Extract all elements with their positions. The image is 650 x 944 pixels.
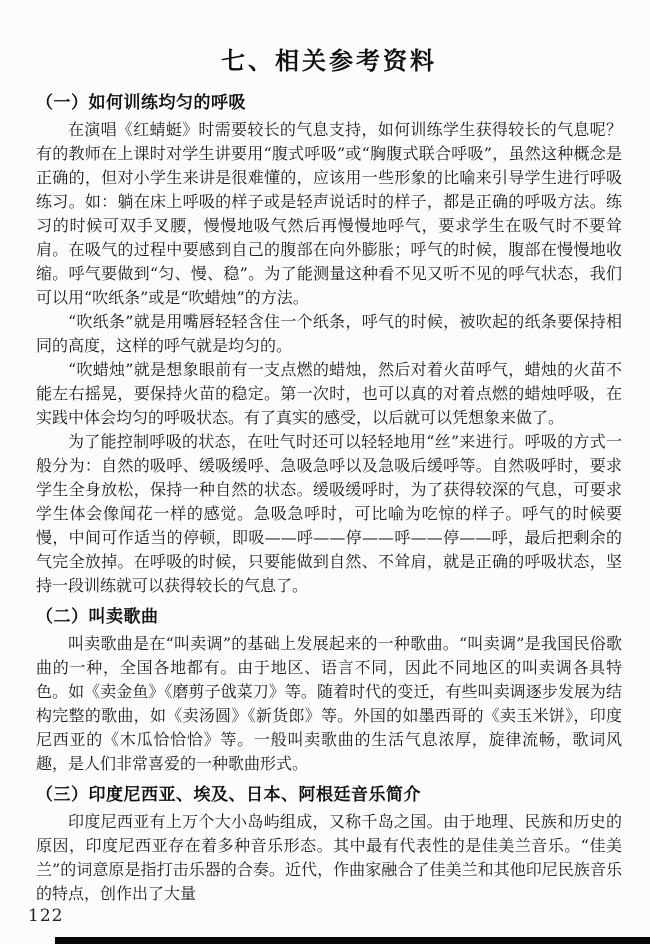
section-vendor-songs bbox=[36, 604, 622, 776]
paragraph: 印度尼西亚有上万个大小岛屿组成，又称千岛之国。由于地理、民族和历史的原因，印度尼西亚存在着多种音乐形态。其中最有代表性的是佳美兰音乐。“佳美兰”的词意原是指打击乐器的合奏。近代，作曲家融合了佳美兰和其他印尼民族音乐的特点，创作出了大量 bbox=[36, 812, 622, 903]
section-world-music-intro bbox=[36, 782, 622, 906]
paragraph: “吹纸条”就是用嘴唇轻轻含住一个纸条，呼气的时候，被吹起的纸条要保持相同的高度，这样的呼气就是均匀的。 bbox=[36, 312, 622, 355]
paragraph: 在演唱《红蜻蜓》时需要较长的气息支持，如何训练学生获得较长的气息呢？有的教师在上课时对学生讲要用“腹式呼吸”或“胸腹式联合呼吸”，虽然这种概念是正确的，但对小学生来讲是很难懂的，应该用一些形象的比喻来引导学生进行呼吸练习。如：躺在床上呼吸的样子或是轻声说话时的样子，都是正确的呼吸方法。练习的时候可双手叉腰，慢慢地吸气然后再慢慢地呼气，要求学生在吸气时不要耸肩。在吸气的过程中要感到自己的腹部在向外膨胀；呼气的时候，腹部在慢慢地收缩。呼气要做到“匀、慢、稳”。为了能测量这种看不见又听不见的呼气状态，我们可以用“吹纸条”或是“吹蜡烛”的方法。 bbox=[36, 120, 622, 307]
section-breathing-training bbox=[36, 90, 622, 598]
page-title: 七、相关参考资料 bbox=[221, 47, 437, 75]
section-heading-2: （二）叫卖歌曲 bbox=[36, 607, 159, 627]
scan-artifact-bar bbox=[55, 937, 650, 944]
section-heading-3: （三）印度尼西亚、埃及、日本、阿根廷音乐简介 bbox=[36, 785, 421, 805]
paragraph: “吹蜡烛”就是想象眼前有一支点燃的蜡烛，然后对着火苗呼气，蜡烛的火苗不能左右摇晃，要保持火苗的稳定。第一次时，也可以真的对着点燃的蜡烛呼吸，在实践中体会均匀的呼吸状态。有了真实的感受，以后就可以凭想象来做了。 bbox=[36, 360, 622, 427]
page-number: 122 bbox=[28, 906, 64, 926]
section-heading-1: （一）如何训练均匀的呼吸 bbox=[36, 93, 246, 113]
paragraph: 为了能控制呼吸的状态，在吐气时还可以轻轻地用“丝”来进行。呼吸的方式一般分为：自然的吸呼、缓吸缓呼、急吸急呼以及急吸后缓呼等。自然吸呼时，要求学生全身放松，保持一种自然的状态。缓吸缓呼时，为了获得较深的气息，可要求学生体会像闻花一样的感觉。急吸急呼时，可比喻为吃惊的样子。呼气的时候要慢，中间可作适当的停顿，即吸——呼——停——呼——停——呼，最后把剩余的气完全放掉。在呼吸的时候，只要能做到自然、不耸肩，就是正确的呼吸状态，坚持一段训练就可以获得较长的气息了。 bbox=[36, 432, 622, 595]
paragraph: 叫卖歌曲是在“叫卖调”的基础上发展起来的一种歌曲。“叫卖调”是我国民俗歌曲的一种，全国各地都有。由于地区、语言不同，因此不同地区的叫卖调各具特色。如《卖金鱼》《磨剪子戗菜刀》等。随着时代的变迁，有些叫卖调逐步发展为结构完整的歌曲，如《卖汤圆》《新货郎》等。外国的如墨西哥的《卖玉米饼》，印度尼西亚的《木瓜恰恰恰》等。一般叫卖歌曲的生活气息浓厚，旋律流畅，歌词风趣，是人们非常喜爱的一种歌曲形式。 bbox=[36, 634, 622, 773]
